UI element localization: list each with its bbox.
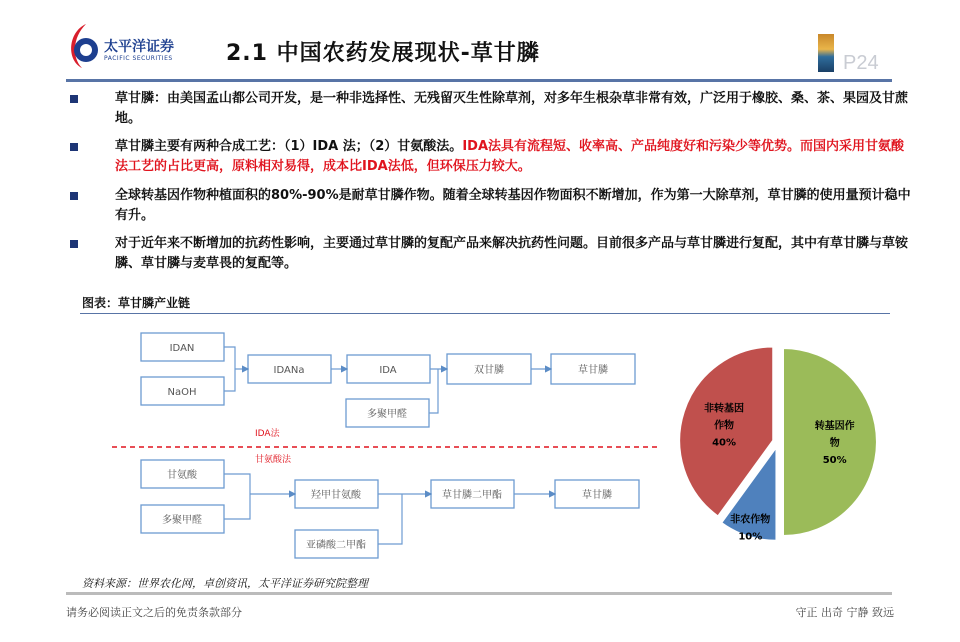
motto: 守正 出奇 宁静 致远 [795,606,894,619]
glycine-method-label: 甘氨酸法 [255,455,292,465]
box-label: IDA [379,365,397,376]
box-label: 羟甲甘氨酸 [311,490,361,501]
bullet-text: 全球转基因作物种植面积的80%-90%是耐草甘膦作物。随着全球转基因作物面积不断增加，作为第一大除草剂，草甘膦的使用量预计稳中有升。 [115,188,911,223]
pie-value-label: 10% [738,531,763,543]
pie-slice-label: 非转基因 [704,403,745,415]
box-label: IDANa [273,365,305,376]
box-label: 草甘膦 [578,365,608,376]
page-title: 2.1 中国农药发展现状-草甘膦 [226,41,540,66]
pie-slice-label: 物 [829,438,840,449]
pie-slice-label: 作物 [714,420,735,432]
bullet-text: 草甘膦：由美国孟山都公司开发，是一种非选择性、无残留灭生性除草剂，对多年生根杂草非常有效，广泛用于橡胶、桑、茶、果园及甘蔗地。 [115,91,909,126]
box-label: 亚磷酸二甲酯 [306,540,366,551]
pie-chart [660,330,900,560]
box-label: 双甘膦 [474,365,504,376]
box-label: NaOH [167,387,197,398]
box-label: IDAN [169,343,195,354]
pie-slice-label: 转基因作 [814,421,855,432]
pie-slice-label: 非农作物 [730,514,771,526]
box-label: 草甘膦 [582,490,612,501]
pie-value-label: 50% [822,455,847,466]
box-label: 草甘膦二甲酯 [442,490,502,501]
footer-rule [66,592,892,595]
source-note: 资料来源：世界农化网，卓创资讯，太平洋证券研究院整理 [82,577,368,590]
ida-method-label: IDA法 [255,429,280,439]
figure-title: 图表：草甘膦产业链 [82,296,191,310]
logo-cn: 太平洋证券 [104,39,174,55]
page-number: P24 [843,52,879,74]
bullet-highlight: IDA法具有流程短、收率高、产品纯度好和污染少等优势。而国内采用甘氨酸法工艺的占比更高，原料相对易得，成本比IDA法低，但环保压力较大。 [115,139,905,174]
box-label: 多聚甲醛 [367,409,407,420]
logo-en: PACIFIC SECURITIES [104,55,173,62]
pie-value-label: 40% [712,437,737,449]
disclaimer: 请务必阅读正文之后的免责条款部分 [66,606,242,619]
bullet-text: 草甘膦主要有两种合成工艺：（1）IDA 法；（2）甘氨酸法。 [115,139,463,154]
box-label: 甘氨酸 [167,470,197,481]
bullet-text: 对于近年来不断增加的抗药性影响，主要通过草甘膦的复配产品来解决抗药性问题。目前很多产品与草甘膦进行复配，其中有草甘膦与草铵膦、草甘膦与麦草畏的复配等。 [115,236,909,271]
box-label: 多聚甲醛 [162,515,202,526]
